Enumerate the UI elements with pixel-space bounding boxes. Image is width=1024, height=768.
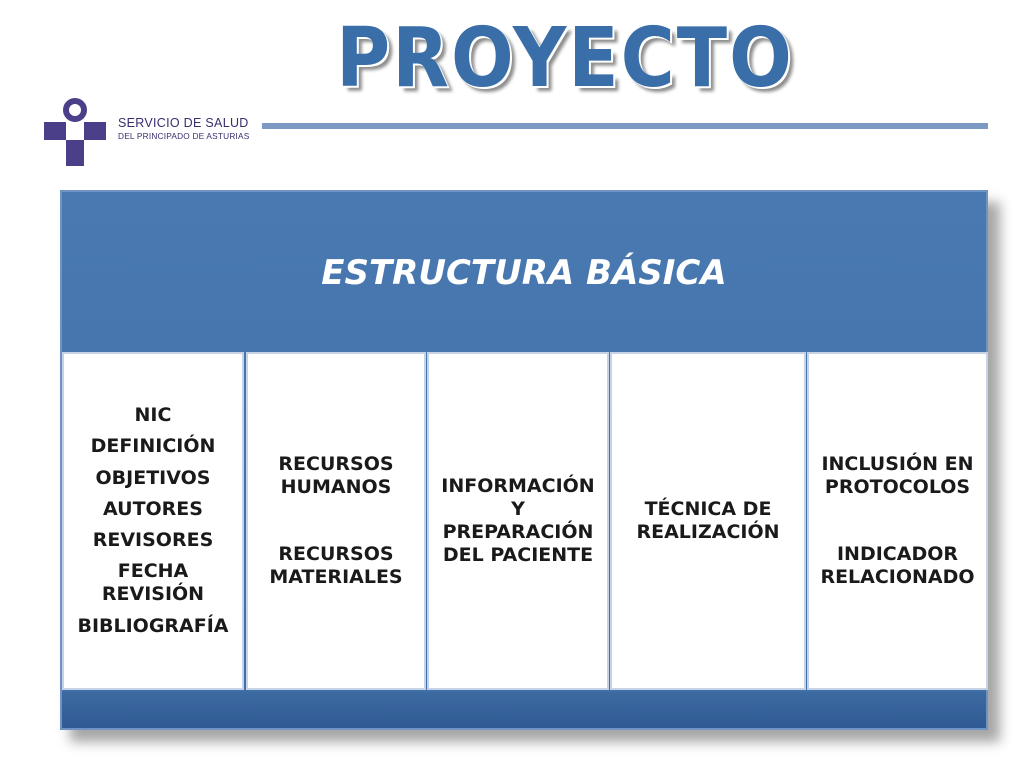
logo-text	[118, 116, 250, 141]
column-resources	[246, 352, 426, 690]
logo-line-2: DEL PRINCIPADO DE ASTURIAS	[118, 131, 250, 141]
list-item: INFORMACIÓN Y PREPARACIÓN DEL PACIENTE	[441, 474, 595, 567]
list-item: OBJETIVOS	[95, 466, 211, 489]
list-item: INDICADOR RELACIONADO	[820, 543, 975, 589]
slide-title: PROYECTO	[336, 11, 794, 106]
list-item: AUTORES	[103, 497, 203, 520]
board-title: ESTRUCTURA BÁSICA	[321, 253, 727, 293]
column-protocols	[807, 352, 988, 690]
list-item: NIC	[134, 404, 172, 427]
cross-person-icon	[44, 98, 106, 166]
list-item: TÉCNICA DE REALIZACIÓN	[636, 497, 780, 543]
column-patient-info	[427, 352, 609, 690]
list-item: RECURSOS HUMANOS	[278, 452, 394, 498]
list-item: BIBLIOGRAFÍA	[77, 614, 229, 637]
logo-line-1: SERVICIO DE SALUD	[118, 116, 249, 130]
board-footer	[62, 692, 986, 728]
list-item: REVISORES	[92, 529, 214, 551]
board-header	[62, 192, 986, 354]
title-divider	[262, 123, 988, 129]
column-general	[62, 352, 244, 690]
column-technique	[610, 352, 806, 690]
list-item: DEFINICIÓN	[90, 435, 216, 458]
list-item: INCLUSIÓN EN PROTOCOLOS	[821, 452, 974, 498]
list-item: RECURSOS MATERIALES	[269, 543, 403, 589]
list-item: FECHA REVISIÓN	[101, 560, 205, 606]
structure-board	[60, 190, 988, 730]
